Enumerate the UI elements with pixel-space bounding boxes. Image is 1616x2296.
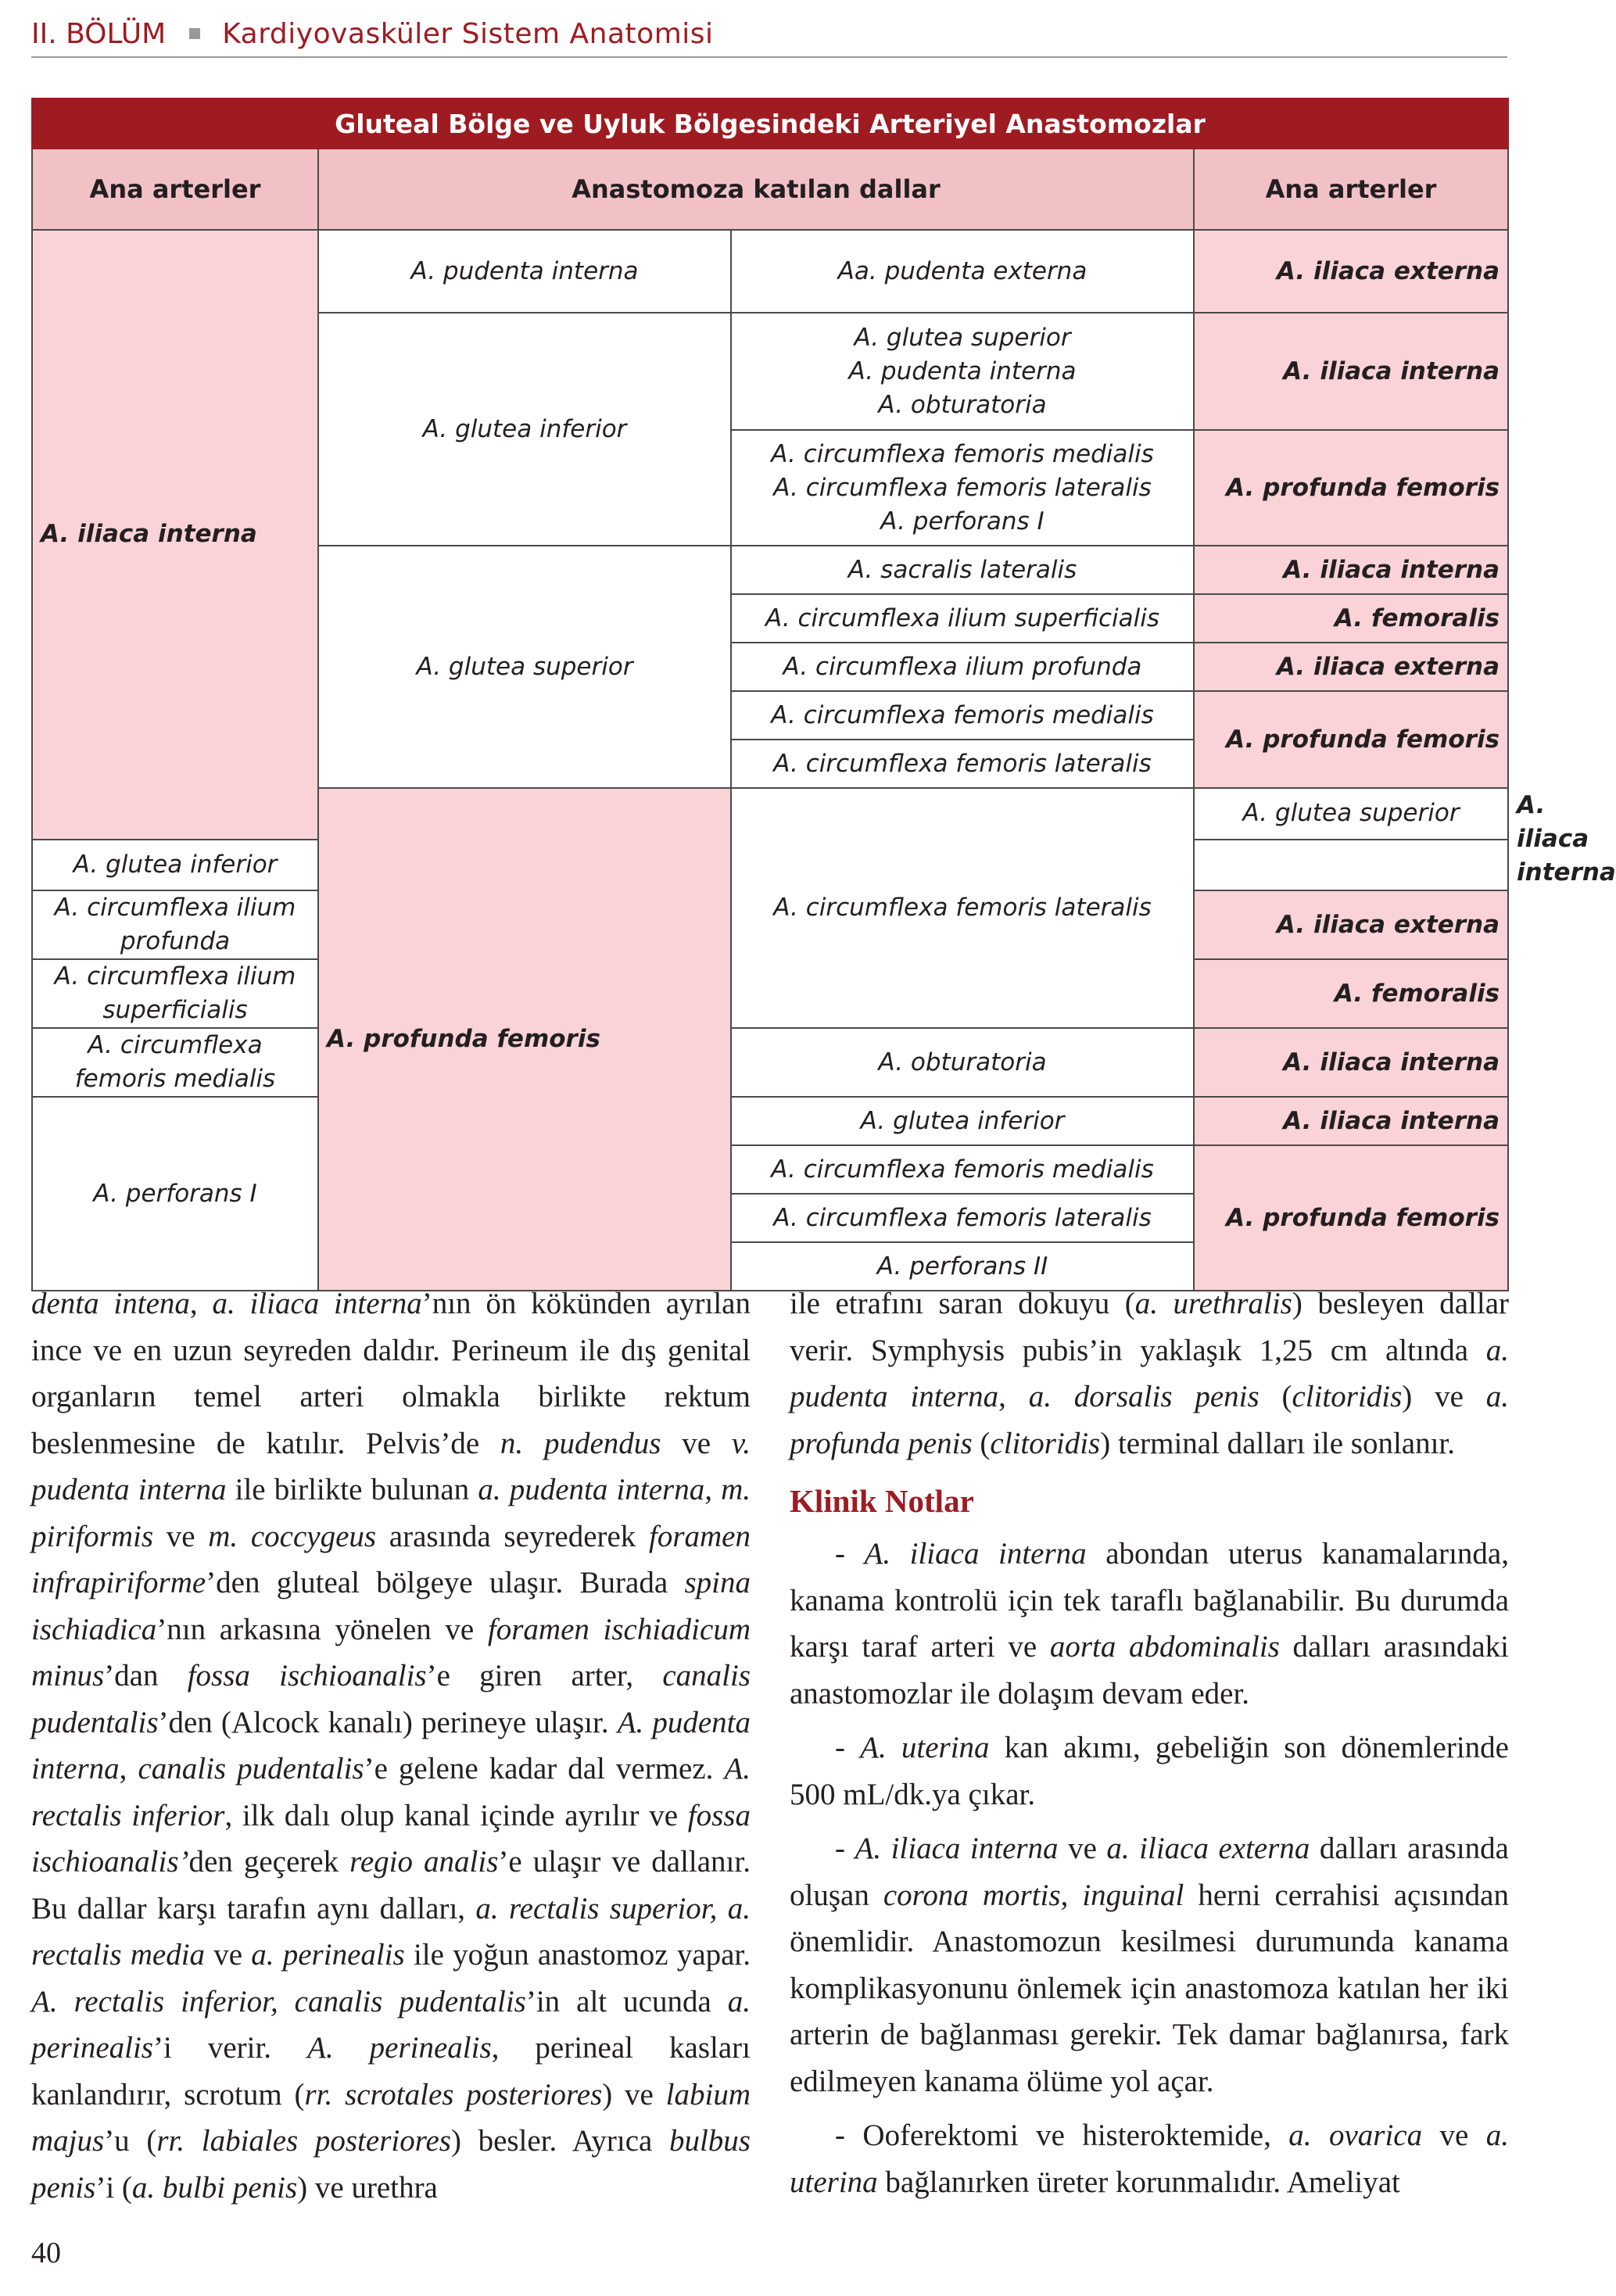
branch-cell: A. glutea inferior: [318, 313, 731, 546]
branch-cell: A. perforans II: [731, 1242, 1194, 1291]
chapter-label: II. BÖLÜM: [31, 17, 167, 50]
col-header-main-right: Ana arterler: [1194, 149, 1508, 230]
branch-cell: A. circumflexa ilium superficialis: [731, 594, 1194, 643]
square-bullet-icon: [189, 28, 200, 39]
table-header-row: [32, 149, 1508, 230]
main-artery-cell: A. iliaca interna: [32, 230, 318, 840]
end-artery-cell: A. iliaca externa: [1194, 643, 1508, 691]
branch-cell: A. pudenta interna: [318, 230, 731, 313]
col-header-main-left: Ana arterler: [32, 149, 318, 230]
branch-line: A. circumflexa femoris lateralis: [773, 473, 1152, 502]
table-row: [32, 1097, 1508, 1145]
end-artery-cell: A. femoralis: [1194, 594, 1508, 643]
table-caption-row: [32, 99, 1508, 149]
branch-cell: A. circumflexa ilium profunda: [32, 890, 318, 959]
branch-cell: A. glutea inferior: [32, 840, 318, 891]
clinical-notes-heading: Klinik Notlar: [790, 1483, 974, 1519]
clinical-note: - A. uterina kan akımı, gebeliğin son dönemlerinde 500 mL/dk.ya çıkar.: [790, 1731, 1509, 1811]
left-column: [31, 1281, 751, 2211]
branch-cell: A. circumflexa femoris medialis: [731, 691, 1194, 740]
main-artery-cell: A. profunda femoris: [318, 788, 731, 1291]
table-caption: Gluteal Bölge ve Uyluk Bölgesindeki Arteriyel Anastomozlar: [32, 99, 1508, 149]
section-title: Kardiyovasküler Sistem Anatomisi: [222, 17, 714, 50]
right-column: [790, 1281, 1509, 2205]
end-artery-cell: A. femoralis: [1194, 959, 1508, 1028]
branch-line: A. pudenta interna: [848, 356, 1077, 385]
table-row: [32, 1028, 1508, 1097]
clinical-note: - A. iliaca interna abondan uterus kanamalarında, kanama kontrolü için tek taraflı bağlanabilir. Bu durumda karşı taraf arteri ve aorta abdominalis dalları arasındaki anastomozlar ile dolaşım devam eder.: [790, 1537, 1509, 1710]
branch-cell: Aa. pudenta externa: [731, 230, 1194, 313]
clinical-note: - A. iliaca interna ve a. iliaca externa dalları arasında oluşan corona mortis, inguinal herni cerrahisi açısından önemlidir. Anastomozun kesilmesi durumunda kanama komplikasyonunu önlemek için anastomoza katılan her iki arterin de bağlanması gerekir. Tek damar bağlanırsa, fark edilmeyen kanama ölüme yol açar.: [790, 1832, 1509, 2098]
branch-cell: A. glutea superior: [1194, 788, 1508, 840]
branch-cell: A. circumflexa femoris lateralis: [731, 788, 1194, 1028]
end-artery-cell: A. profunda femoris: [1194, 430, 1508, 546]
end-artery-cell: A. iliaca interna: [1194, 1028, 1508, 1097]
body-paragraph: denta intena, a. iliaca interna’nın ön kökünden ayrılan ince ve en uzun seyreden daldır. Perineum ile dış genital organların temel arteri olmakla birlikte rektum beslenmesine de katılır. Pelvis’de n. pudendus ve v. pudenta interna ile birlikte bulunan a. pudenta interna, m. piriformis ve m. coccygeus arasında seyrederek foramen infrapiriforme’den gluteal bölgeye ulaşır. Burada spina ischiadica’nın arkasına yönelen ve foramen ischiadicum minus’dan fossa ischioanalis’e giren arter, canalis pudentalis’den (Alcock kanalı) perineye ulaşır. A. pudenta interna, canalis pudentalis’e gelene kadar dal vermez. A. rectalis inferior, ilk dalı olup kanal içinde ayrılır ve fossa ischioanalis’den geçerek regio analis’e ulaşır ve dallanır. Bu dallar karşı tarafın aynı dalları, a. rectalis superior, a. rectalis media ve a. perinealis ile yoğun anastomoz yapar. A. rectalis inferior, canalis pudentalis’in alt ucunda a. perinealis’i verir. A. perinealis, perineal kasları kanlandırır, scrotum (rr. scrotales posteriores) ve labium majus’u (rr. labiales posteriores) besler. Ayrıca bulbus penis’i (a. bulbi penis) ve urethra: [31, 1287, 751, 2205]
branch-cell: A. circumflexa ilium profunda: [731, 643, 1194, 691]
end-artery-cell: A. iliaca interna: [1194, 546, 1508, 594]
branch-cell: A. circumflexa femoris medialis: [32, 1028, 318, 1097]
branch-cell: A. perforans I: [32, 1097, 318, 1291]
branch-cell: A. circumflexa femoris medialis: [731, 1145, 1194, 1194]
page-number: 40: [31, 2237, 61, 2269]
anastomosis-table: [31, 98, 1616, 1291]
branch-cell: A. circumflexa femoris lateralis: [731, 740, 1194, 788]
branch-cell: A. sacralis lateralis: [731, 546, 1194, 594]
branch-line: A. obturatoria: [878, 390, 1047, 419]
branch-list-cell: [731, 430, 1194, 546]
branch-cell: A. circumflexa ilium superficialis: [32, 959, 318, 1028]
branch-cell: A. circumflexa femoris lateralis: [731, 1194, 1194, 1242]
branch-line: A. glutea superior: [854, 323, 1071, 352]
end-artery-cell: A. iliaca externa: [1194, 230, 1508, 313]
branch-cell: A. glutea superior: [318, 546, 731, 788]
col-header-branches: Anastomoza katılan dallar: [318, 149, 1194, 230]
branch-list-cell: [731, 313, 1194, 430]
branch-line: A. perforans I: [880, 507, 1044, 535]
end-artery-cell: A. profunda femoris: [1194, 1145, 1508, 1291]
branch-cell: A. glutea inferior: [731, 1097, 1194, 1145]
body-paragraph: ile etrafını saran dokuyu (a. urethralis) besleyen dallar verir. Symphysis pubis’in yaklaşık 1,25 cm altında a. pudenta interna, a. dorsalis penis (clitoridis) ve a. profunda penis (clitoridis) terminal dalları ile sonlanır.: [790, 1287, 1510, 1460]
clinical-note: - Ooferektomi ve histeroktemide, a. ovarica ve a. uterina bağlanırken üreter korunmalıdır. Ameliyat: [790, 2119, 1509, 2199]
end-artery-cell: A. iliaca interna: [1194, 1097, 1508, 1145]
branch-line: A. circumflexa femoris medialis: [771, 439, 1154, 468]
branch-cell: A. obturatoria: [731, 1028, 1194, 1097]
page-header: [31, 11, 1507, 58]
end-artery-cell: A. profunda femoris: [1194, 691, 1508, 788]
table-row: [32, 230, 1508, 313]
end-artery-cell: A. iliaca interna: [1194, 313, 1508, 430]
table-row: A. profunda femoris A. circumflexa femoris lateralis A. glutea superior A. iliaca interna: [32, 788, 1508, 840]
end-artery-cell: A. iliaca externa: [1194, 890, 1508, 959]
